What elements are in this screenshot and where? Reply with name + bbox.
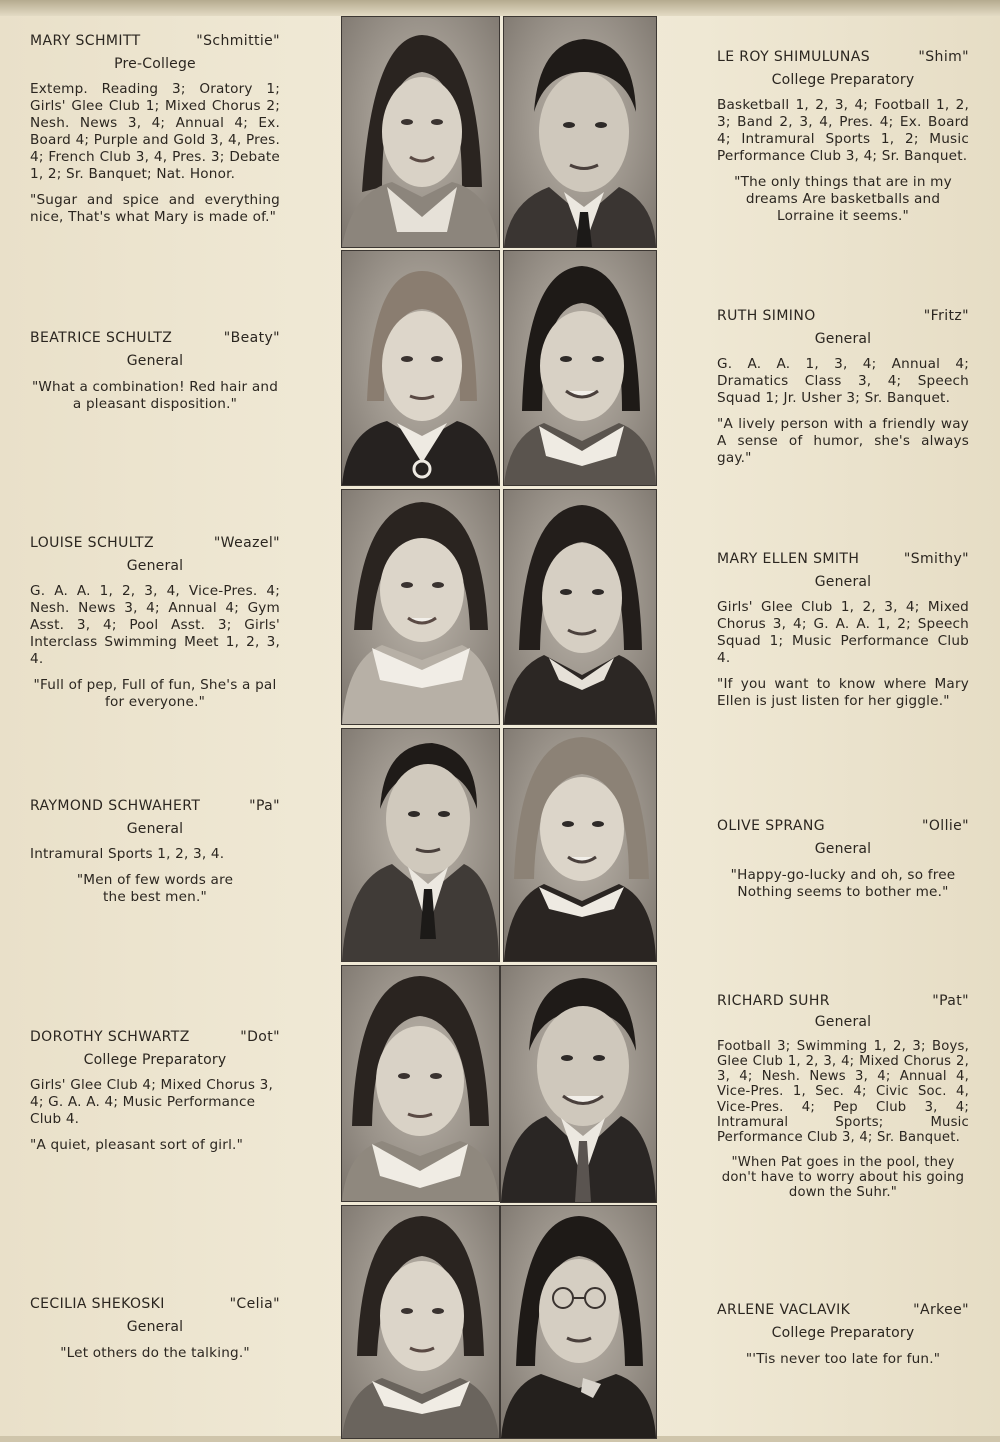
student-name: BEATRICE SCHULTZ: [30, 330, 173, 346]
entry-mary-ellen-smith: [717, 551, 969, 710]
student-activities: Intramural Sports 1, 2, 3, 4.: [30, 846, 225, 862]
portrait-photo-raymond-schwahert: [341, 728, 500, 962]
portrait-girl-icon: [342, 490, 499, 724]
portrait-photo-cecilia-shekoski: [341, 1205, 500, 1439]
portrait-photo-mary-ellen-smith: [503, 489, 657, 725]
portrait-girl-icon: [342, 1206, 499, 1438]
student-quote: "A lively person with a friendly way A sense of humor, she's always gay.": [717, 416, 969, 466]
student-quote: "Let others do the talking.": [60, 1345, 250, 1361]
student-course: General: [126, 821, 184, 837]
portrait-girl-icon: [342, 966, 499, 1201]
portrait-photo-olive-sprang: [503, 728, 657, 962]
student-nickname: "Pat": [932, 993, 969, 1009]
entry-arlene-vaclavik: [717, 1302, 969, 1368]
student-name: LE ROY SHIMULUNAS: [717, 49, 871, 65]
student-course: General: [814, 331, 872, 347]
entry-le-roy-shimulunas: [717, 49, 969, 225]
portrait-photo-dorothy-schwartz: [341, 965, 500, 1202]
portrait-photo-richard-suhr: [500, 965, 657, 1203]
portrait-photo-beatrice-schultz: [341, 250, 500, 486]
student-activities: Football 3; Swimming 1, 2, 3; Boys, Glee Club 1, 2, 3, 4; Mixed Chorus 2, 3, 4; Nesh. News 3, 4; Annual 4, Vice-Pres. 1, Sec. 4; Civic Soc. 4, Vice-Pres. 4; Pep Club 3, 4; Intramural Sports; Music Performance Club 3, 4; Sr. Banquet.: [717, 1038, 969, 1146]
student-nickname: "Dot": [240, 1029, 280, 1045]
entry-mary-schmitt: [30, 33, 280, 226]
student-course: General: [814, 841, 872, 857]
student-nickname: "Arkee": [913, 1302, 969, 1318]
entry-raymond-schwahert: [30, 798, 280, 906]
student-course: General: [814, 574, 872, 590]
student-course: College Preparatory: [771, 1325, 915, 1341]
student-nickname: "Smithy": [903, 551, 969, 567]
student-nickname: "Beaty": [223, 330, 280, 346]
student-name: CECILIA SHEKOSKI: [30, 1296, 165, 1312]
student-activities: Girls' Glee Club 1, 2, 3, 4; Mixed Chorus 3, 4; G. A. A. 1, 2; Speech Squad 1; Music Performance Club 4.: [717, 599, 969, 666]
student-nickname: "Schmittie": [196, 33, 280, 49]
student-activities: G. A. A. 1, 2, 3, 4, Vice-Pres. 4; Nesh. News 3, 4; Annual 4; Gym Asst. 3, 4; Pool Asst. 3; Girls' Interclass Swimming Meet 1, 2, 3, 4.: [30, 583, 280, 667]
entry-richard-suhr: [717, 994, 969, 1201]
student-nickname: "Weazel": [213, 535, 280, 551]
student-name: MARY SCHMITT: [30, 33, 141, 49]
portrait-girl-icon: [342, 251, 499, 485]
portrait-photo-mary-schmitt: [341, 16, 500, 248]
student-nickname: "Pa": [249, 798, 280, 814]
student-course: Pre-College: [114, 56, 196, 72]
entry-cecilia-shekoski: [30, 1296, 280, 1362]
portrait-girl-icon: [504, 490, 656, 724]
student-quote: "The only things that are in my dreams Are basketballs and Lorraine it seems.": [734, 174, 952, 224]
student-course: General: [126, 1319, 184, 1335]
student-name: OLIVE SPRANG: [717, 818, 826, 834]
student-activities: G. A. A. 1, 3, 4; Annual 4; Dramatics Class 3, 4; Speech Squad 1; Jr. Usher 3; Sr. Banquet.: [717, 356, 969, 406]
student-quote: "If you want to know where Mary Ellen is just listen for her giggle.": [717, 676, 969, 709]
student-quote: "When Pat goes in the pool, they don't have to worry about his going down the Suhr.": [721, 1154, 965, 1201]
student-course: College Preparatory: [771, 72, 915, 88]
student-quote: "Full of pep, Full of fun, She's a pal for everyone.": [33, 677, 277, 710]
portrait-photo-arlene-vaclavik: [500, 1205, 657, 1439]
portrait-photo-ruth-simino: [503, 250, 657, 486]
student-quote: "A quiet, pleasant sort of girl.": [30, 1137, 244, 1153]
portrait-boy-icon: [504, 17, 656, 247]
student-name: MARY ELLEN SMITH: [717, 551, 860, 567]
portrait-girl-icon: [501, 1206, 656, 1438]
student-nickname: "Fritz": [923, 308, 969, 324]
student-course: General: [814, 1014, 872, 1031]
entry-ruth-simino: [717, 308, 969, 467]
student-quote: "Sugar and spice and everything nice, That's what Mary is made of.": [30, 192, 280, 225]
student-quote: "What a combination! Red hair and a pleasant disposition.": [31, 379, 279, 412]
student-activities: Extemp. Reading 3; Oratory 1; Girls' Glee Club 1; Mixed Chorus 2; Nesh. News 3, 4; Annual 4; Ex. Board 4; Purple and Gold 3, 4, Pres. 4; French Club 3, 4, Pres. 3; Debate 1, 2; Sr. Banquet; Nat. Honor.: [30, 81, 280, 182]
student-name: LOUISE SCHULTZ: [30, 535, 154, 551]
entry-olive-sprang: [717, 818, 969, 901]
student-quote: "Happy-go-lucky and oh, so free Nothing seems to bother me.": [730, 867, 956, 900]
portrait-photo-louise-schultz: [341, 489, 500, 725]
student-quote: "'Tis never too late for fun.": [745, 1351, 941, 1367]
entry-louise-schultz: [30, 535, 280, 711]
student-nickname: "Celia": [229, 1296, 280, 1312]
student-name: DOROTHY SCHWARTZ: [30, 1029, 190, 1045]
portrait-photo-le-roy-shimulunas: [503, 16, 657, 248]
student-nickname: "Ollie": [922, 818, 969, 834]
page-top-edge: [0, 0, 1000, 16]
portrait-girl-icon: [504, 251, 656, 485]
student-name: ARLENE VACLAVIK: [717, 1302, 851, 1318]
student-activities: Basketball 1, 2, 3, 4; Football 1, 2, 3; Band 2, 3, 4, Pres. 4; Ex. Board 4; Intramural Sports 1, 2; Music Performance Club 3, 4; Sr. Banquet.: [717, 97, 969, 164]
portrait-girl-icon: [504, 729, 656, 961]
student-name: RUTH SIMINO: [717, 308, 816, 324]
student-course: College Preparatory: [83, 1052, 227, 1068]
entry-dorothy-schwartz: [30, 1029, 280, 1154]
portrait-girl-icon: [342, 17, 499, 247]
student-activities: Girls' Glee Club 4; Mixed Chorus 3, 4; G. A. A. 4; Music Performance Club 4.: [30, 1077, 274, 1127]
student-nickname: "Shim": [918, 49, 969, 65]
student-quote: "Men of few words are the best men.": [76, 872, 234, 905]
portrait-boy-icon: [501, 966, 656, 1202]
student-name: RAYMOND SCHWAHERT: [30, 798, 201, 814]
student-course: General: [126, 353, 184, 369]
portrait-boy-icon: [342, 729, 499, 961]
student-name: RICHARD SUHR: [717, 993, 830, 1009]
entry-beatrice-schultz: [30, 330, 280, 413]
student-course: General: [126, 558, 184, 574]
